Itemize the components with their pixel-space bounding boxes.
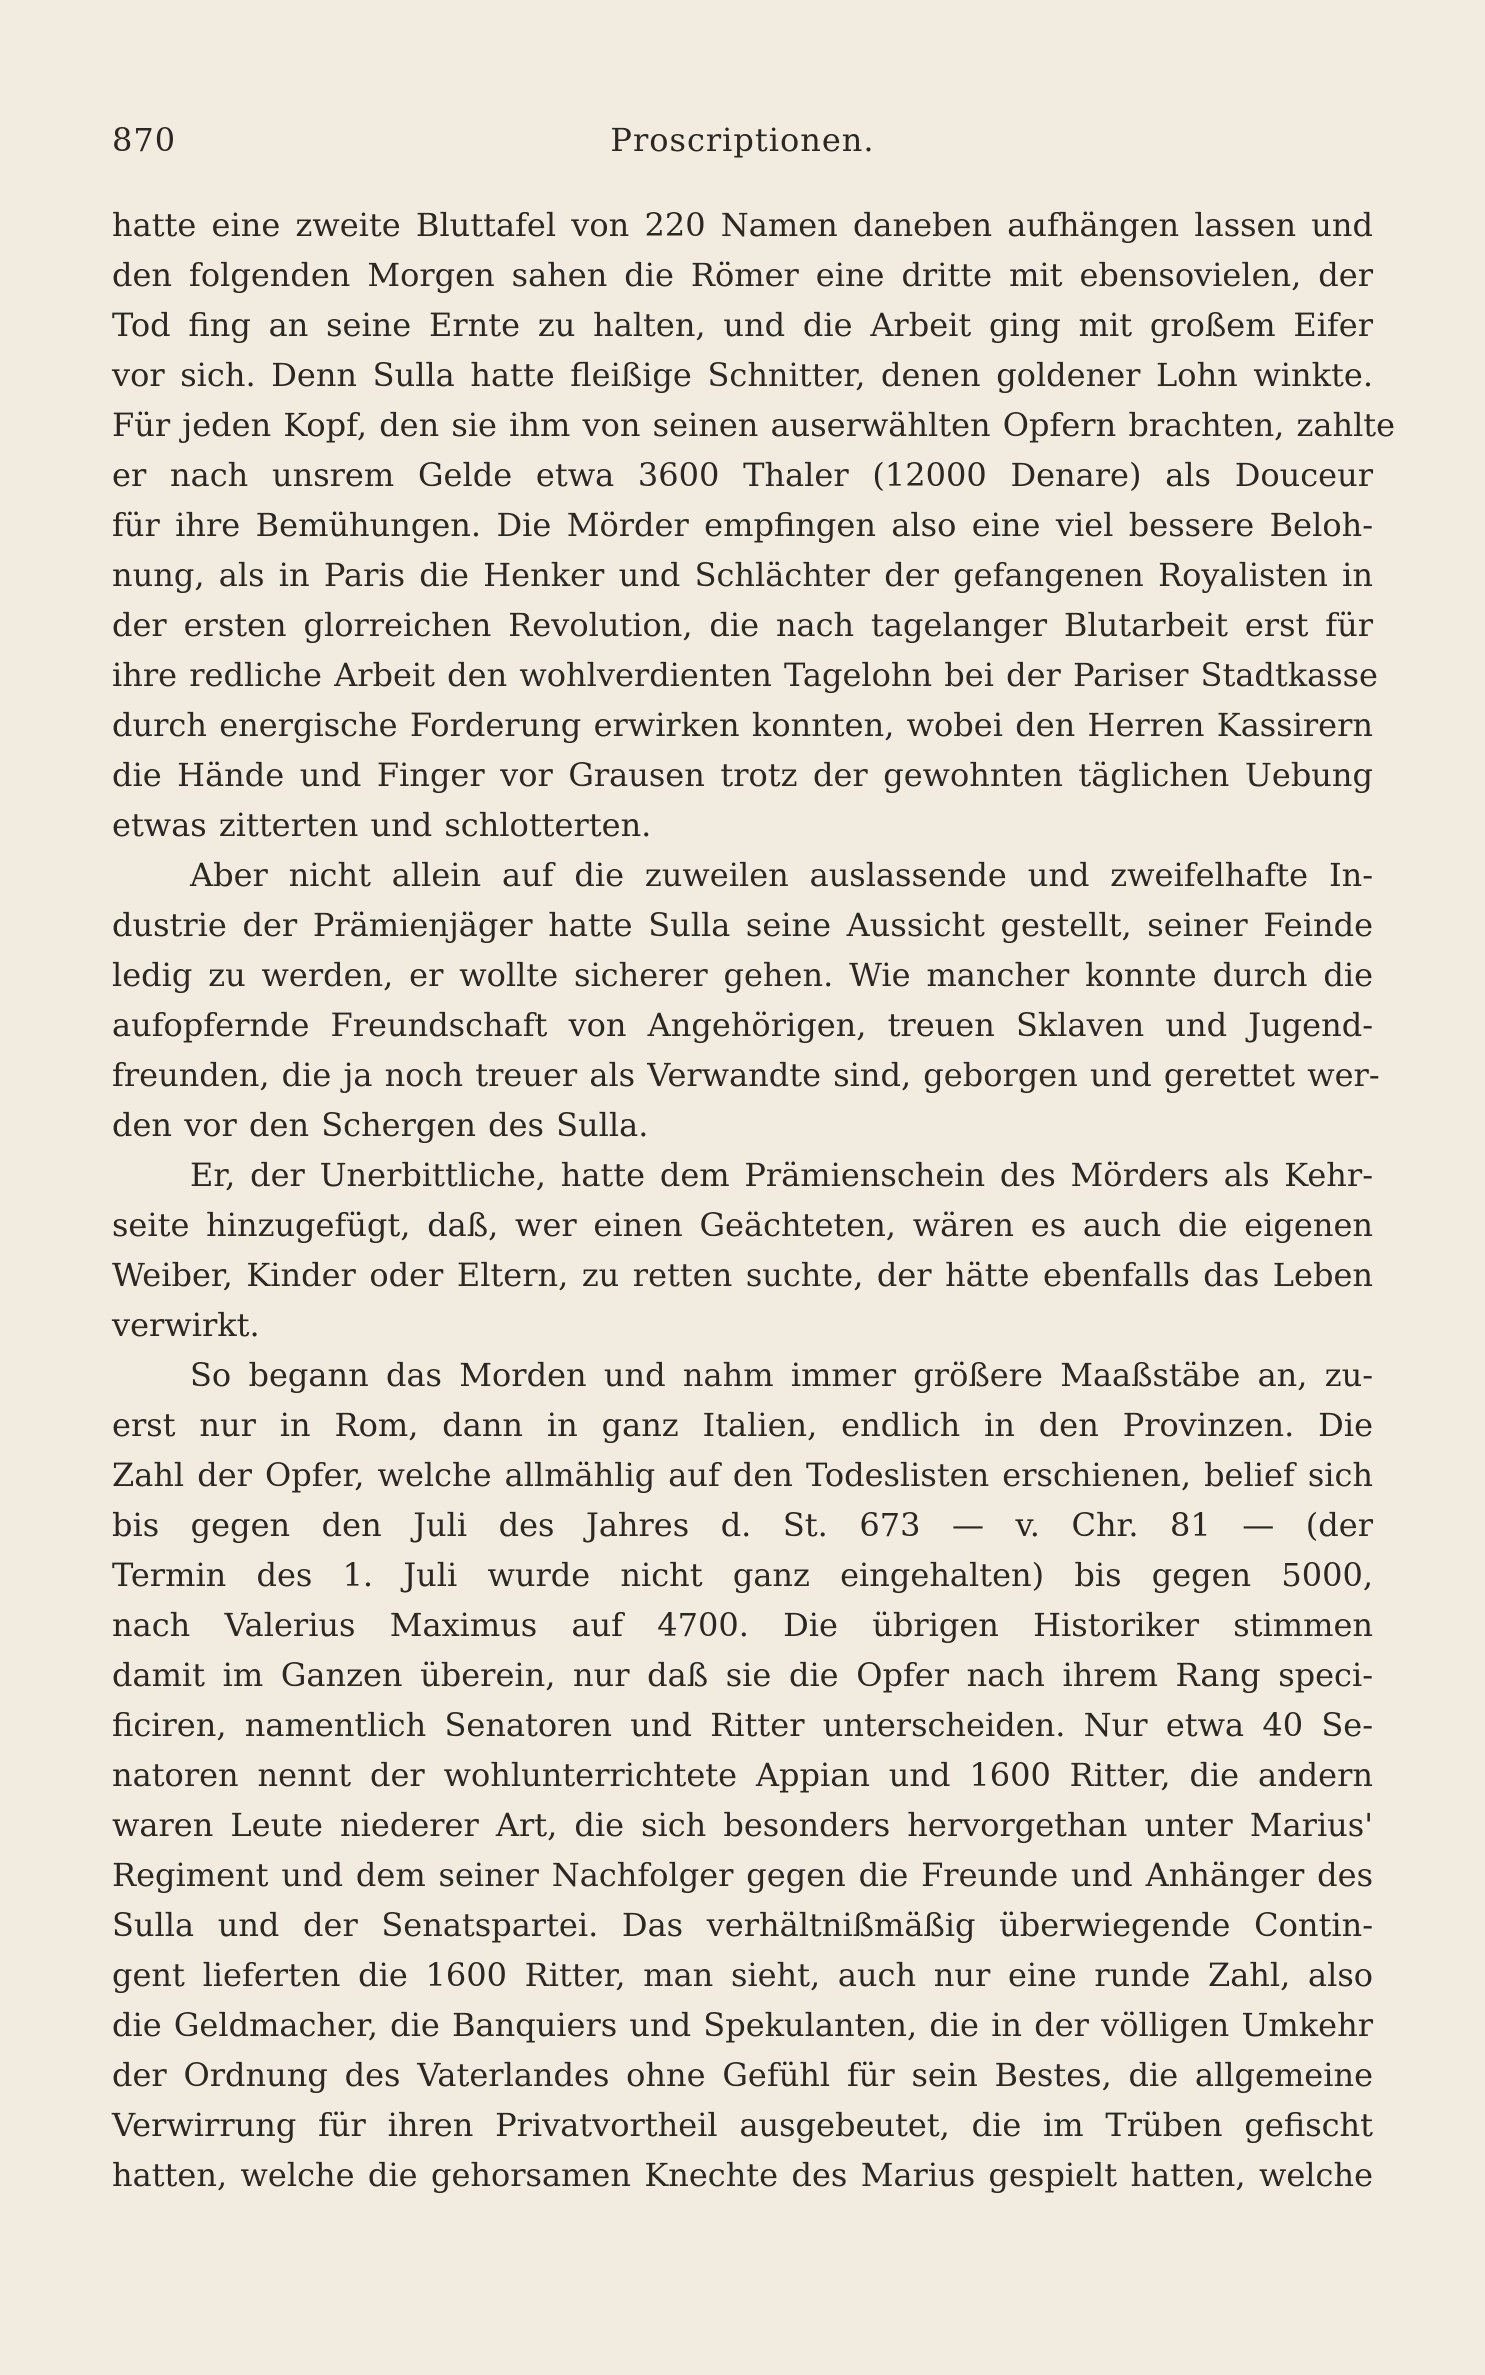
text-line: durch energische Forderung erwirken konnten, wobei den Herren Kassirern — [112, 706, 1373, 744]
text-line: damit im Ganzen überein, nur daß sie die Opfer nach ihrem Rang speci- — [112, 1656, 1373, 1694]
text-line: aufopfernde Freundschaft von Angehörigen, treuen Sklaven und Jugend- — [112, 1006, 1373, 1044]
text-line: Weiber, Kinder oder Eltern, zu retten suchte, der hätte ebenfalls das Leben — [112, 1256, 1373, 1294]
paragraph-1 — [112, 200, 1396, 850]
text-line: den vor den Schergen des Sulla. — [112, 1106, 649, 1144]
text-line: der Ordnung des Vaterlandes ohne Gefühl für sein Bestes, die allgemeine — [112, 2056, 1373, 2094]
text-line: waren Leute niederer Art, die sich besonders hervorgethan unter Marius' — [112, 1806, 1373, 1844]
text-line: ledig zu werden, er wollte sicherer gehen. Wie mancher konnte durch die — [112, 956, 1373, 994]
text-line: Aber nicht allein auf die zuweilen auslassende und zweifelhafte In- — [190, 856, 1373, 894]
text-line: Für jeden Kopf, den sie ihm von seinen auserwählten Opfern brachten, zahlte — [112, 406, 1396, 444]
text-line: die Geldmacher, die Banquiers und Spekulanten, die in der völligen Umkehr — [112, 2006, 1373, 2044]
text-line: freunden, die ja noch treuer als Verwandte sind, geborgen und gerettet wer- — [112, 1056, 1380, 1094]
running-title: Proscriptionen. — [610, 121, 875, 159]
text-line: Er, der Unerbittliche, hatte dem Prämienschein des Mörders als Kehr- — [190, 1156, 1373, 1194]
running-head — [112, 112, 1373, 168]
paragraph-4 — [112, 1350, 1373, 2200]
text-line: Tod fing an seine Ernte zu halten, und die Arbeit ging mit großem Eifer — [112, 306, 1373, 344]
text-line: Sulla und der Senatspartei. Das verhältnißmäßig überwiegende Contin- — [112, 1906, 1373, 1944]
page-number: 870 — [112, 121, 177, 159]
text-line: nach Valerius Maximus auf 4700. Die übrigen Historiker stimmen — [112, 1606, 1373, 1644]
text-line: er nach unsrem Gelde etwa 3600 Thaler (12000 Denare) als Douceur — [112, 456, 1373, 494]
text-line: verwirkt. — [112, 1306, 260, 1344]
paragraph-3 — [112, 1150, 1373, 1350]
text-line: nung, als in Paris die Henker und Schlächter der gefangenen Royalisten in — [112, 556, 1373, 594]
text-line: ihre redliche Arbeit den wohlverdienten Tagelohn bei der Pariser Stadtkasse — [112, 656, 1378, 694]
text-line: die Hände und Finger vor Grausen trotz der gewohnten täglichen Uebung — [112, 756, 1373, 794]
paragraph-2 — [112, 850, 1380, 1150]
text-line: den folgenden Morgen sahen die Römer eine dritte mit ebensovielen, der — [112, 256, 1373, 294]
text-line: Verwirrung für ihren Privatvortheil ausgebeutet, die im Trüben gefischt — [112, 2106, 1373, 2144]
text-line: erst nur in Rom, dann in ganz Italien, endlich in den Provinzen. Die — [112, 1406, 1373, 1444]
text-line: ficiren, namentlich Senatoren und Ritter unterscheiden. Nur etwa 40 Se- — [112, 1706, 1373, 1744]
text-line: Regiment und dem seiner Nachfolger gegen die Freunde und Anhänger des — [112, 1856, 1373, 1894]
text-line: natoren nennt der wohlunterrichtete Appian und 1600 Ritter, die andern — [112, 1756, 1373, 1794]
text-line: bis gegen den Juli des Jahres d. St. 673 — v. Chr. 81 — (der — [112, 1506, 1373, 1544]
text-line: seite hinzugefügt, daß, wer einen Geächteten, wären es auch die eigenen — [112, 1206, 1373, 1244]
text-line: für ihre Bemühungen. Die Mörder empfingen also eine viel bessere Beloh- — [112, 506, 1373, 544]
text-line: etwas zitterten und schlotterten. — [112, 806, 652, 844]
text-line: Termin des 1. Juli wurde nicht ganz eingehalten) bis gegen 5000, — [112, 1556, 1373, 1594]
text-line: gent lieferten die 1600 Ritter, man sieht, auch nur eine runde Zahl, also — [112, 1956, 1373, 1994]
text-line: So begann das Morden und nahm immer größere Maaßstäbe an, zu- — [190, 1356, 1373, 1394]
text-line: der ersten glorreichen Revolution, die nach tagelanger Blutarbeit erst für — [112, 606, 1373, 644]
text-line: Zahl der Opfer, welche allmählig auf den Todeslisten erschienen, belief sich — [112, 1456, 1373, 1494]
text-line: hatte eine zweite Bluttafel von 220 Namen daneben aufhängen lassen und — [112, 206, 1373, 244]
text-line: dustrie der Prämienjäger hatte Sulla seine Aussicht gestellt, seiner Feinde — [112, 906, 1373, 944]
text-line: vor sich. Denn Sulla hatte fleißige Schnitter, denen goldener Lohn winkte. — [112, 356, 1373, 394]
text-line: hatten, welche die gehorsamen Knechte des Marius gespielt hatten, welche — [112, 2156, 1373, 2194]
body-text — [112, 200, 1396, 2200]
